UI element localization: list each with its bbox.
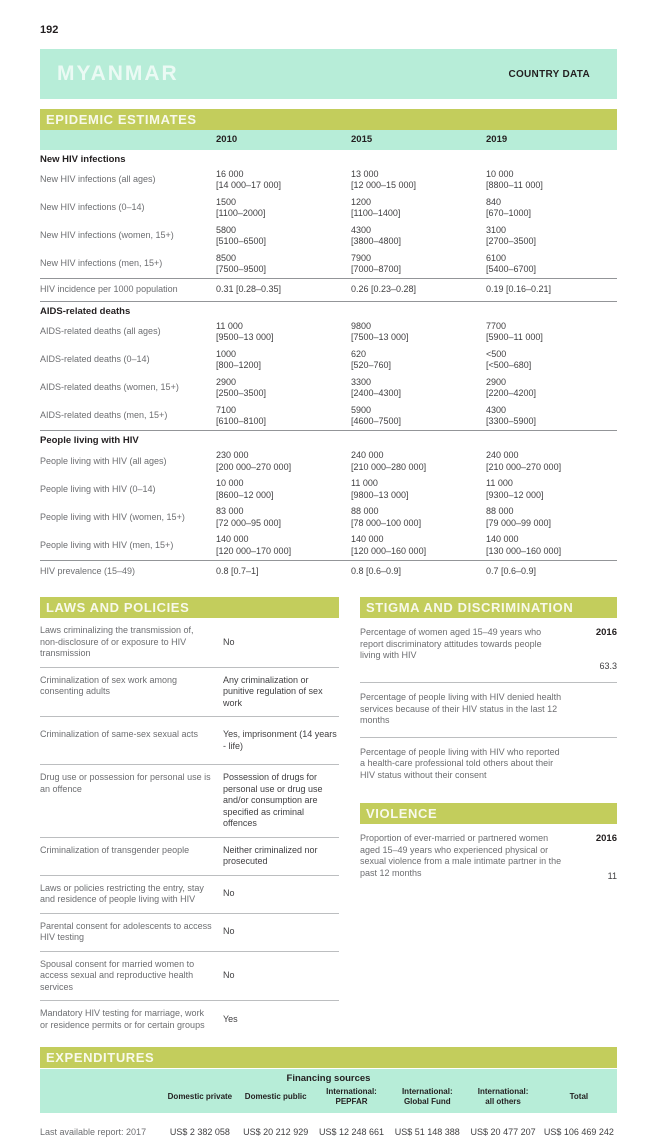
column-international-pepfar: International: PEPFAR <box>326 1087 377 1106</box>
epidemic-estimates-header: EPIDEMIC ESTIMATES <box>40 109 617 130</box>
violence-item <box>360 824 617 892</box>
cell-2015: 9800 [7500–13 000] <box>351 320 409 342</box>
stigma-values <box>575 747 617 782</box>
row-label: New HIV infections (all ages) <box>40 174 156 185</box>
cell-2015: 13 000 [12 000–15 000] <box>351 168 417 190</box>
epidemic-estimates-table <box>40 130 617 582</box>
column-domestic-private: Domestic private <box>167 1092 233 1101</box>
laws-and-policies-header: LAWS AND POLICIES <box>40 597 339 618</box>
report-label: Last available report: 2017 <box>40 1127 147 1137</box>
law-question: Criminalization of transgender people <box>40 844 190 855</box>
laws-stigma-columns <box>40 597 617 1038</box>
law-answer: Yes, imprisonment (14 years - life) <box>223 729 337 751</box>
group-header-aids-related-deaths: AIDS-related deaths <box>40 301 617 319</box>
table-row <box>40 476 617 504</box>
cell-2010: 5800 [5100–6500] <box>216 224 267 246</box>
law-answer: No <box>223 926 235 937</box>
stigma-indicator-text: Percentage of people living with HIV who reported a health-care professional told others about their HIV status without their consent <box>360 746 560 780</box>
row-label: New HIV infections (women, 15+) <box>40 230 174 241</box>
stigma-item <box>360 683 617 738</box>
law-answer: Neither criminalized nor prosecuted <box>223 844 318 866</box>
cell-2015: 1200 [1100–1400] <box>351 196 401 218</box>
group-header-people-living-with-hiv: People living with HIV <box>40 430 617 448</box>
financing-sources-band <box>40 1069 617 1113</box>
table-row <box>40 250 617 278</box>
law-question: Parental consent for adolescents to access HIV testing <box>40 920 212 942</box>
cell-2010: 16 000 [14 000–17 000] <box>216 168 282 190</box>
cell-2015: 5900 [4600–7500] <box>351 404 402 426</box>
cell-2019: 11 000 [9300–12 000] <box>486 478 544 500</box>
law-row <box>40 765 339 838</box>
cell-2015: 0.26 [0.23–0.28] <box>351 284 417 294</box>
column-domestic-public: Domestic public <box>244 1092 307 1101</box>
row-label: HIV prevalence (15–49) <box>40 565 136 576</box>
cell-2015: 11 000 [9800–13 000] <box>351 478 409 500</box>
cell-2019: 10 000 [8800–11 000] <box>486 168 543 190</box>
cell-2019: 7700 [5900–11 000] <box>486 320 543 342</box>
law-question: Drug use or possession for personal use is an offence <box>40 772 211 794</box>
cell-2010: 0.8 [0.7–1] <box>216 565 259 576</box>
year-column-2015: 2015 <box>351 134 373 145</box>
cell-2010: 7100 [6100–8100] <box>216 404 267 426</box>
expenditures-header: EXPENDITURES <box>40 1047 617 1068</box>
value-domestic-public: US$ 20 212 929 <box>243 1127 309 1137</box>
row-label: HIV incidence per 1000 population <box>40 284 178 294</box>
law-question: Spousal consent for married women to access sexual and reproductive health services <box>40 958 195 992</box>
cell-2015: 620 [520–760] <box>351 348 392 370</box>
table-row <box>40 194 617 222</box>
value-domestic-private: US$ 2 382 058 <box>169 1127 230 1137</box>
financing-sources-label: Financing sources <box>286 1073 371 1084</box>
page-number: 192 <box>40 24 59 36</box>
violence-values <box>575 833 617 882</box>
law-row <box>40 618 339 668</box>
value-total: US$ 106 469 242 <box>543 1127 614 1137</box>
column-international-global-fund: International: Global Fund <box>401 1087 453 1106</box>
value-international-global-fund: US$ 51 148 388 <box>394 1127 460 1137</box>
cell-2010: 2900 [2500–3500] <box>216 376 267 398</box>
cell-2019: 4300 [3300–5900] <box>486 404 537 426</box>
year-header-spacer <box>40 134 216 146</box>
row-label: People living with HIV (men, 15+) <box>40 539 174 550</box>
cell-2019: 2900 [2200–4200] <box>486 376 537 398</box>
stigma-indicator-text: Percentage of women aged 15–49 years who report discriminatory attitudes towards people living with HIV <box>360 627 542 660</box>
law-question: Criminalization of sex work among consenting adults <box>40 674 178 696</box>
row-label: AIDS-related deaths (women, 15+) <box>40 382 179 393</box>
row-label: People living with HIV (all ages) <box>40 455 167 466</box>
law-question: Laws or policies restricting the entry, stay and residence of people living with HIV <box>40 882 204 904</box>
row-label: AIDS-related deaths (all ages) <box>40 326 161 337</box>
country-data-label: COUNTRY DATA <box>508 68 590 80</box>
row-label: People living with HIV (0–14) <box>40 483 156 494</box>
cell-2015: 7900 [7000–8700] <box>351 252 402 274</box>
year-column-2010: 2010 <box>216 134 238 145</box>
stigma-violence-column <box>360 597 617 892</box>
cell-2010: 1000 [800–1200] <box>216 348 262 370</box>
table-row <box>40 166 617 194</box>
cell-2010: 83 000 [72 000–95 000] <box>216 506 282 528</box>
financing-columns-header <box>40 1087 617 1107</box>
expenditures-data-row <box>40 1127 617 1137</box>
cell-2019: 0.19 [0.16–0.21] <box>486 284 552 294</box>
cell-2015: 0.8 [0.6–0.9] <box>351 565 402 576</box>
country-title: MYANMAR <box>57 62 179 85</box>
hiv-prevalence-row <box>40 560 617 583</box>
table-row <box>40 374 617 402</box>
law-row <box>40 838 339 876</box>
hiv-incidence-row <box>40 278 617 301</box>
cell-2019: 3100 [2700–3500] <box>486 224 537 246</box>
financing-header-spacer <box>40 1087 162 1107</box>
year-column-2019: 2019 <box>486 134 508 145</box>
cell-2019: <500 [<500–680] <box>486 348 532 370</box>
cell-2019: 240 000 [210 000–270 000] <box>486 450 562 472</box>
violence-indicator-text: Proportion of ever-married or partnered women aged 15–49 years who experienced physical or sexual violence from a male intimate partner in the past 12 months <box>360 833 562 878</box>
cell-2015: 140 000 [120 000–160 000] <box>351 534 427 556</box>
group-header-new-hiv-infections: New HIV infections <box>40 153 126 165</box>
table-row <box>40 448 617 476</box>
stigma-values <box>575 627 617 672</box>
table-row <box>40 504 617 532</box>
value-international-pepfar: US$ 12 248 661 <box>318 1127 385 1137</box>
law-question: Mandatory HIV testing for marriage, work or residence permits or for certain groups <box>40 1008 205 1030</box>
law-row <box>40 717 339 765</box>
table-row <box>40 318 617 346</box>
law-answer: No <box>223 970 235 980</box>
cell-2010: 0.31 [0.28–0.35] <box>216 284 282 294</box>
value-international-all-others: US$ 20 477 207 <box>470 1127 536 1137</box>
cell-2015: 3300 [2400–4300] <box>351 376 402 398</box>
cell-2010: 1500 [1100–2000] <box>216 196 266 218</box>
law-row <box>40 914 339 952</box>
law-question: Criminalization of same-sex sexual acts <box>40 729 199 739</box>
violence-year: 2016 <box>595 833 617 844</box>
row-label: AIDS-related deaths (men, 15+) <box>40 410 168 421</box>
cell-2019: 140 000 [130 000–160 000] <box>486 534 562 556</box>
violence-header: VIOLENCE <box>360 803 617 824</box>
law-row <box>40 952 339 1002</box>
cell-2019: 0.7 [0.6–0.9] <box>486 565 537 576</box>
law-row <box>40 876 339 914</box>
row-label: AIDS-related deaths (0–14) <box>40 354 150 365</box>
cell-2010: 230 000 [200 000–270 000] <box>216 450 292 472</box>
law-question: Laws criminalizing the transmission of, non-disclosure of or exposure to HIV transmission <box>40 625 194 658</box>
laws-and-policies-section <box>40 597 339 1038</box>
expenditures-section <box>40 1047 617 1137</box>
column-total: Total <box>569 1092 589 1101</box>
cell-2010: 8500 [7500–9500] <box>216 252 267 274</box>
law-answer: No <box>223 636 235 647</box>
cell-2019: 88 000 [79 000–99 000] <box>486 506 552 528</box>
stigma-year: 2016 <box>595 627 617 638</box>
table-row <box>40 532 617 560</box>
law-row <box>40 1001 339 1038</box>
stigma-item <box>360 738 617 792</box>
stigma-value: 63.3 <box>599 660 617 671</box>
table-row <box>40 346 617 374</box>
country-banner <box>40 49 617 99</box>
law-answer: Yes <box>223 1013 238 1024</box>
year-header-row <box>40 130 617 150</box>
stigma-values <box>575 692 617 727</box>
cell-2015: 4300 [3800–4800] <box>351 224 402 246</box>
column-international-all-others: International: all others <box>477 1087 529 1106</box>
cell-2010: 11 000 [9500–13 000] <box>216 320 274 342</box>
cell-2010: 10 000 [8600–12 000] <box>216 478 274 500</box>
law-answer: No <box>223 888 235 899</box>
stigma-discrimination-header: STIGMA AND DISCRIMINATION <box>360 597 617 618</box>
violence-value: 11 <box>607 870 617 881</box>
row-label: People living with HIV (women, 15+) <box>40 511 185 522</box>
law-answer: Any criminalization or punitive regulation of sex work <box>223 674 323 708</box>
row-label: New HIV infections (men, 15+) <box>40 258 163 269</box>
cell-2010: 140 000 [120 000–170 000] <box>216 534 292 556</box>
row-label: New HIV infections (0–14) <box>40 202 145 213</box>
table-row <box>40 222 617 250</box>
law-answer: Possession of drugs for personal use or drug use and/or consumption are specified as criminal offences <box>223 772 323 828</box>
cell-2015: 88 000 [78 000–100 000] <box>351 506 422 528</box>
cell-2019: 6100 [5400–6700] <box>486 252 537 274</box>
law-row <box>40 668 339 718</box>
stigma-indicator-text: Percentage of people living with HIV denied health services because of their HIV status in the last 12 months <box>360 692 562 725</box>
cell-2019: 840 [670–1000] <box>486 196 532 218</box>
stigma-item <box>360 618 617 683</box>
cell-2015: 240 000 [210 000–280 000] <box>351 450 427 472</box>
table-row <box>40 402 617 430</box>
